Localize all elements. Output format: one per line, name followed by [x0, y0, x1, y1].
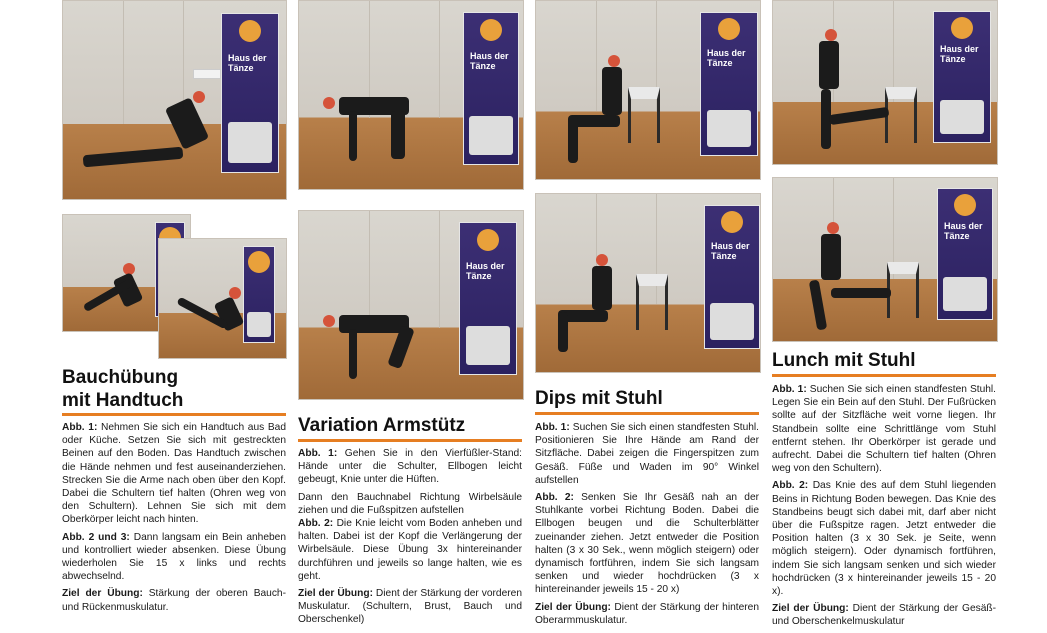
photo-armstuetz-abb2: Haus der Tänze — [298, 210, 524, 400]
title-underline — [62, 413, 286, 416]
chair-icon — [885, 87, 917, 143]
section-title: Dips mit Stuhl — [535, 388, 663, 409]
photo-bauchuebung-abb3 — [158, 238, 287, 359]
section-body: Abb. 1: Nehmen Sie sich ein Handtuch aus Bad oder Küche. Setzen Sie sich mit gestreckten Beinen auf den Boden. Das Handtuch zwischen die Hände nehmen und fest auseinanderziehen. Strecken Sie die Arme nach oben über den Kopf. Dabei die Schultern tief halten (Ohren weg von den Schultern). Lehnen Sie sich mit dem Oberkörper leicht nach hinten. Abb. 2 und 3: Dann langsam ein Bein anheben und kontrolliert wieder absenken. Diese Übung wiederholen Sie 15 x links und rechts abwechselnd. Ziel der Übung: Stärkung der oberen Bauch- und Rückenmuskulatur. — [62, 422, 286, 613]
banner — [221, 13, 279, 173]
towel-icon — [193, 69, 221, 79]
photo-bauchuebung-abb1 — [62, 0, 287, 200]
section-title: Variation Armstütz — [298, 415, 466, 436]
banner-photo — [228, 122, 273, 163]
section-body: Abb. 1: Suchen Sie sich einen standfesten Stuhl. Legen Sie ein Bein auf den Stuhl. Der Fußrücken sollte auf der Sitzfläche weit vorne liegen. Ihr Standbein sollte eine Schrittlänge vom Stuhl entfernt stehen. Ihr Oberkörper ist gerade und aufrecht. Dabei die Schultern tief halten (Ohren weg von den Schultern). Abb. 2: Das Knie des auf dem Stuhl liegenden Beins in Richtung Boden bewegen. Das Knie des Standbeins beugt sich dabei mit, darf aber nicht über die Fußspitze ragen. Jetzt entweder die Position halten (3 x 30 Sek. je Seite, wenn möglich steigern). Oder dynamisch fortführen, indem Sie sich langsam senken und sich wieder hochdrücken (3 x hintereinander jeweils 15 - 20 x). Ziel der Übung: Dient der Stärkung der Gesäß- und Oberschenkelmuskulatur — [772, 384, 996, 628]
title-underline — [298, 439, 522, 442]
chair-icon — [628, 87, 660, 143]
title-underline — [535, 412, 759, 415]
logo-icon — [239, 20, 261, 42]
section-title: Bauchübung mit Handtuch — [62, 367, 184, 411]
section-body: Abb. 1: Suchen Sie sich einen standfesten Stuhl. Positionieren Sie Ihre Hände am Rand der Sitzfläche. Dabei zeigen die Fingerspitzen zum Gesäß. Füße und Waden im 90° Winkel aufstellen Abb. 2: Senken Sie Ihr Gesäß nah an der Stuhlkante vorbei Richtung Boden. Dabei die Ellbogen beugen und die Schulterblätter zueinander ziehen. Jetzt entweder die Position halten (3 x 30 Sek., wenn möglich steigern) oder dynamisch fortführen, indem Sie sich langsam senken und wieder hochdrücken (3 x hintereinander jeweils 15 - 20 x) Ziel der Übung: Dient der Stärkung der hinteren Oberarmmuskulatur. — [535, 422, 759, 626]
chair-icon — [636, 274, 668, 330]
banner-brand: Haus der Tänze — [228, 53, 267, 74]
section-title: Lunch mit Stuhl — [772, 350, 916, 371]
photo-dips-abb1: Haus der Tänze — [535, 0, 761, 180]
title-underline — [772, 374, 996, 377]
chair-icon — [887, 262, 919, 318]
section-body: Abb. 1: Gehen Sie in den Vierfüßler-Stand: Hände unter die Schulter, Ellbogen leicht gebeugt, Knie unter die Hüften. Dann den Bauchnabel Richtung Wirbelsäule ziehen und die Fußspitzen aufstellen Abb. 2: Die Knie leicht vom Boden anheben und halten. Dabei ist der Kopf die Verlängerung der Wirbelsäule. Diese Übung 3x hintereinander durchführen und jeweils so lange halten, wie es geht. Ziel der Übung: Dient der Stärkung der vorderen Muskulatur. (Schultern, Brust, Bauch und Oberschenkel) — [298, 448, 522, 626]
photo-lunch-abb2: Haus der Tänze — [772, 177, 998, 342]
photo-dips-abb2: Haus der Tänze — [535, 193, 761, 373]
photo-armstuetz-abb1: Haus der Tänze — [298, 0, 524, 190]
photo-lunch-abb1: Haus der Tänze — [772, 0, 998, 165]
